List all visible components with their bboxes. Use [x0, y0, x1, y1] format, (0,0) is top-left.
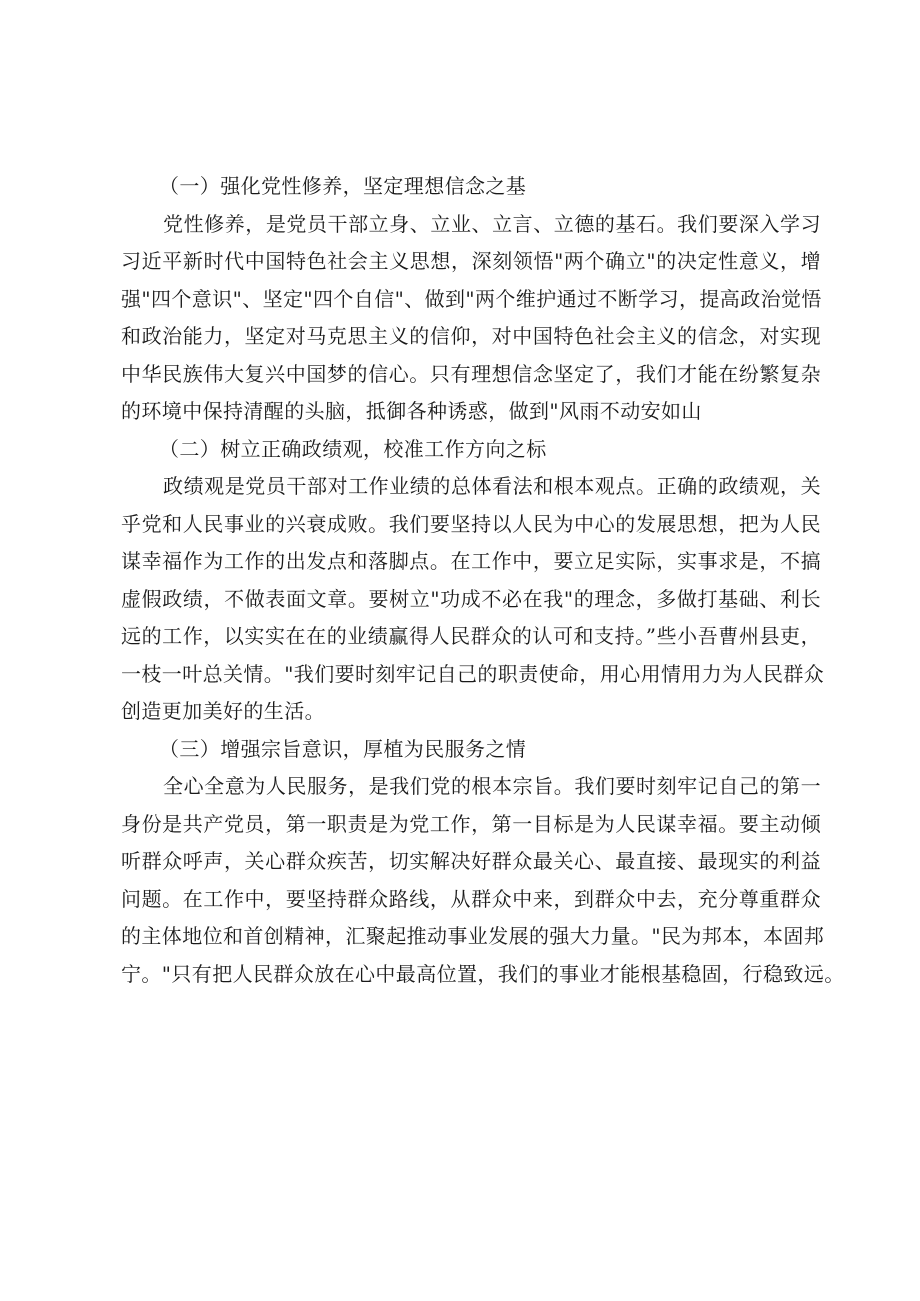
section-1	[121, 168, 821, 431]
section-heading: （三）增强宗旨意识，厚植为民服务之情	[159, 736, 527, 761]
section-heading: （一）强化党性修养，坚定理想信念之基	[159, 174, 527, 198]
paragraph-line: 党性修养，是党员干部立身、立业、立言、立德的基石。我们要深入学习	[163, 211, 821, 236]
paragraph-line: 谋幸福作为工作的出发点和落脚点。在工作中，要立足实际，实事求是，不搞	[121, 549, 821, 573]
paragraph-line: 宁。"只有把人民群众放在心中最高位置，我们的事业才能根基稳固，行稳致远。	[121, 961, 845, 986]
paragraph-line: 虚假政绩，不做表面文章。要树立"功成不必在我"的理念，多做打基础、利长	[121, 586, 821, 611]
paragraph-line: 中华民族伟大复兴中国梦的信心。只有理想信念坚定了，我们才能在纷繁复杂	[121, 361, 821, 386]
paragraph-line: 创造更加美好的生活。	[121, 699, 325, 723]
paragraph-line: 问题。在工作中，要坚持群众路线，从群众中来，到群众中去，充分尊重群众	[121, 886, 821, 911]
paragraph-line: 强"四个意识"、坚定"四个自信"、做到"两个维护通过不断学习，提高政治觉悟	[121, 286, 822, 311]
section-3	[121, 731, 845, 994]
paragraph-line: 身份是共产党员，第一职责是为党工作，第一目标是为人民谋幸福。要主动倾	[121, 811, 821, 836]
section-2	[121, 431, 825, 731]
paragraph-line: 听群众呼声，关心群众疾苦，切实解决好群众最关心、最直接、最现实的利益	[121, 849, 821, 873]
paragraph-line: 乎党和人民事业的兴衰成败。我们要坚持以人民为中心的发展思想，把为人民	[121, 511, 821, 536]
paragraph-line: 的环境中保持清醒的头脑，抵御各种诱惑，做到"风雨不动安如山	[121, 399, 702, 423]
paragraph-line: 远的工作，以实实在在的业绩赢得人民群众的认可和支持。”些小吾曹州县吏，	[121, 624, 821, 648]
document-page	[121, 168, 845, 993]
paragraph-line: 和政治能力，坚定对马克思主义的信仰，对中国特色社会主义的信念，对实现	[121, 324, 821, 348]
paragraph-line: 习近平新时代中国特色社会主义思想，深刻领悟"两个确立"的决定性意义，增	[121, 249, 821, 273]
paragraph-line: 全心全意为人民服务，是我们党的根本宗旨。我们要时刻牢记自己的第一	[163, 774, 821, 798]
section-heading: （二）树立正确政绩观，校准工作方向之标	[159, 436, 547, 461]
paragraph-line: 一枝一叶总关情。"我们要时刻牢记自己的职责使命，用心用情用力为人民群众	[121, 661, 825, 686]
paragraph-line: 的主体地位和首创精神，汇聚起推动事业发展的强大力量。"民为邦本，本固邦	[121, 924, 825, 948]
paragraph-line: 政绩观是党员干部对工作业绩的总体看法和根本观点。正确的政绩观，关	[163, 474, 821, 498]
